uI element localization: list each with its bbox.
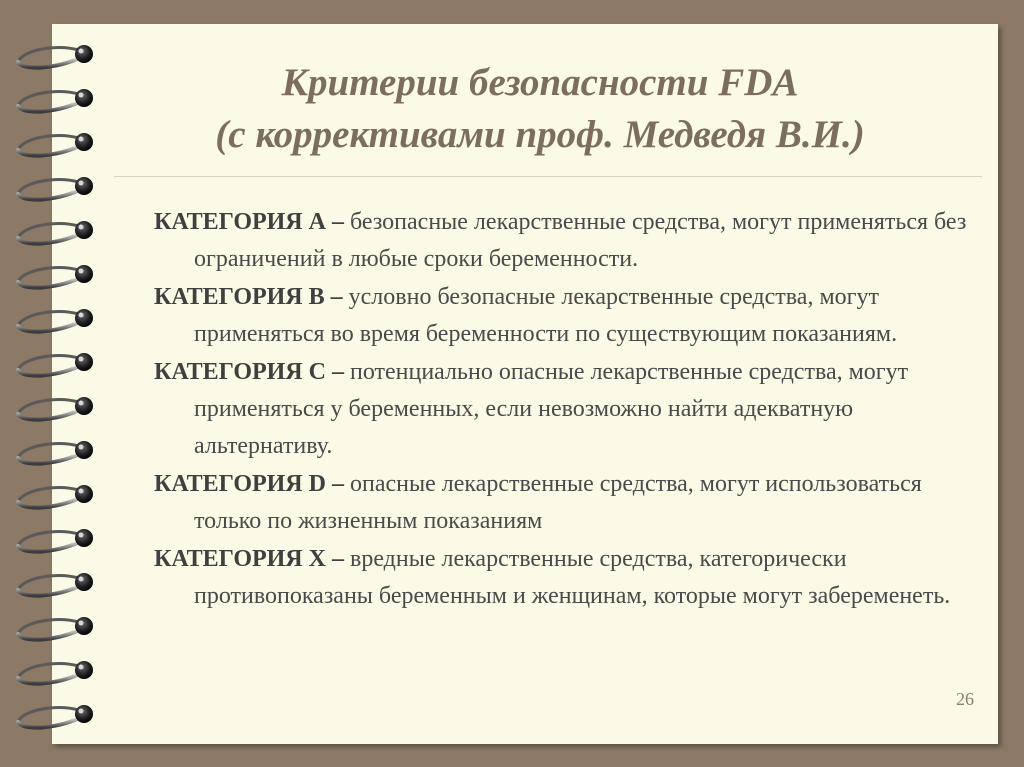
title-line-2: (с коррективами проф. Медведя В.И.) — [215, 113, 865, 156]
category-description: вредные лекарственные средства, категорически противопоказаны беременным и женщинам, которые могут забеременеть. — [194, 546, 951, 609]
spiral-ring-icon — [18, 265, 93, 288]
spiral-ring-icon — [18, 177, 93, 200]
spiral-ring-icon — [18, 529, 93, 552]
category-dash: – — [331, 471, 344, 497]
category-dash: – — [331, 546, 344, 572]
spiral-ring-icon — [18, 45, 93, 68]
spiral-ring-icon — [18, 353, 93, 376]
spiral-ring-icon — [18, 133, 93, 156]
category-dash: – — [331, 209, 344, 235]
spiral-ring-icon — [18, 309, 93, 332]
title-line-1: Критерии безопасности FDA — [281, 61, 799, 104]
spiral-ring-icon — [18, 89, 93, 112]
category-description: опасные лекарственные средства, могут использоваться только по жизненным показаниям — [194, 471, 922, 534]
page-number: 26 — [956, 689, 974, 709]
spiral-ring-icon — [18, 705, 93, 728]
spiral-ring-icon — [18, 661, 93, 684]
category-dash: – — [331, 359, 344, 385]
spiral-ring-icon — [18, 617, 93, 640]
spiral-ring-icon — [18, 573, 93, 596]
category-label: КАТЕГОРИЯ В — [154, 284, 325, 310]
category-label: КАТЕГОРИЯ А — [154, 209, 326, 235]
category-label: КАТЕГОРИЯ С — [154, 359, 326, 385]
spiral-ring-icon — [18, 221, 93, 244]
category-dash: – — [330, 284, 343, 310]
category-label: КАТЕГОРИЯ Х — [154, 546, 326, 572]
category-description: условно безопасные лекарственные средства, могут применяться во время беременности по существующим показаниям. — [194, 284, 898, 347]
category-description: потенциально опасные лекарственные средства, могут применяться у беременных, если невозможно найти адекватную альтернативу. — [194, 359, 909, 459]
spiral-ring-icon — [18, 397, 93, 420]
spiral-ring-icon — [18, 441, 93, 464]
category-label: КАТЕГОРИЯ D — [154, 471, 326, 497]
spiral-ring-icon — [18, 485, 93, 508]
category-description: безопасные лекарственные средства, могут применяться без ограничений в любые сроки беременности. — [194, 209, 967, 272]
